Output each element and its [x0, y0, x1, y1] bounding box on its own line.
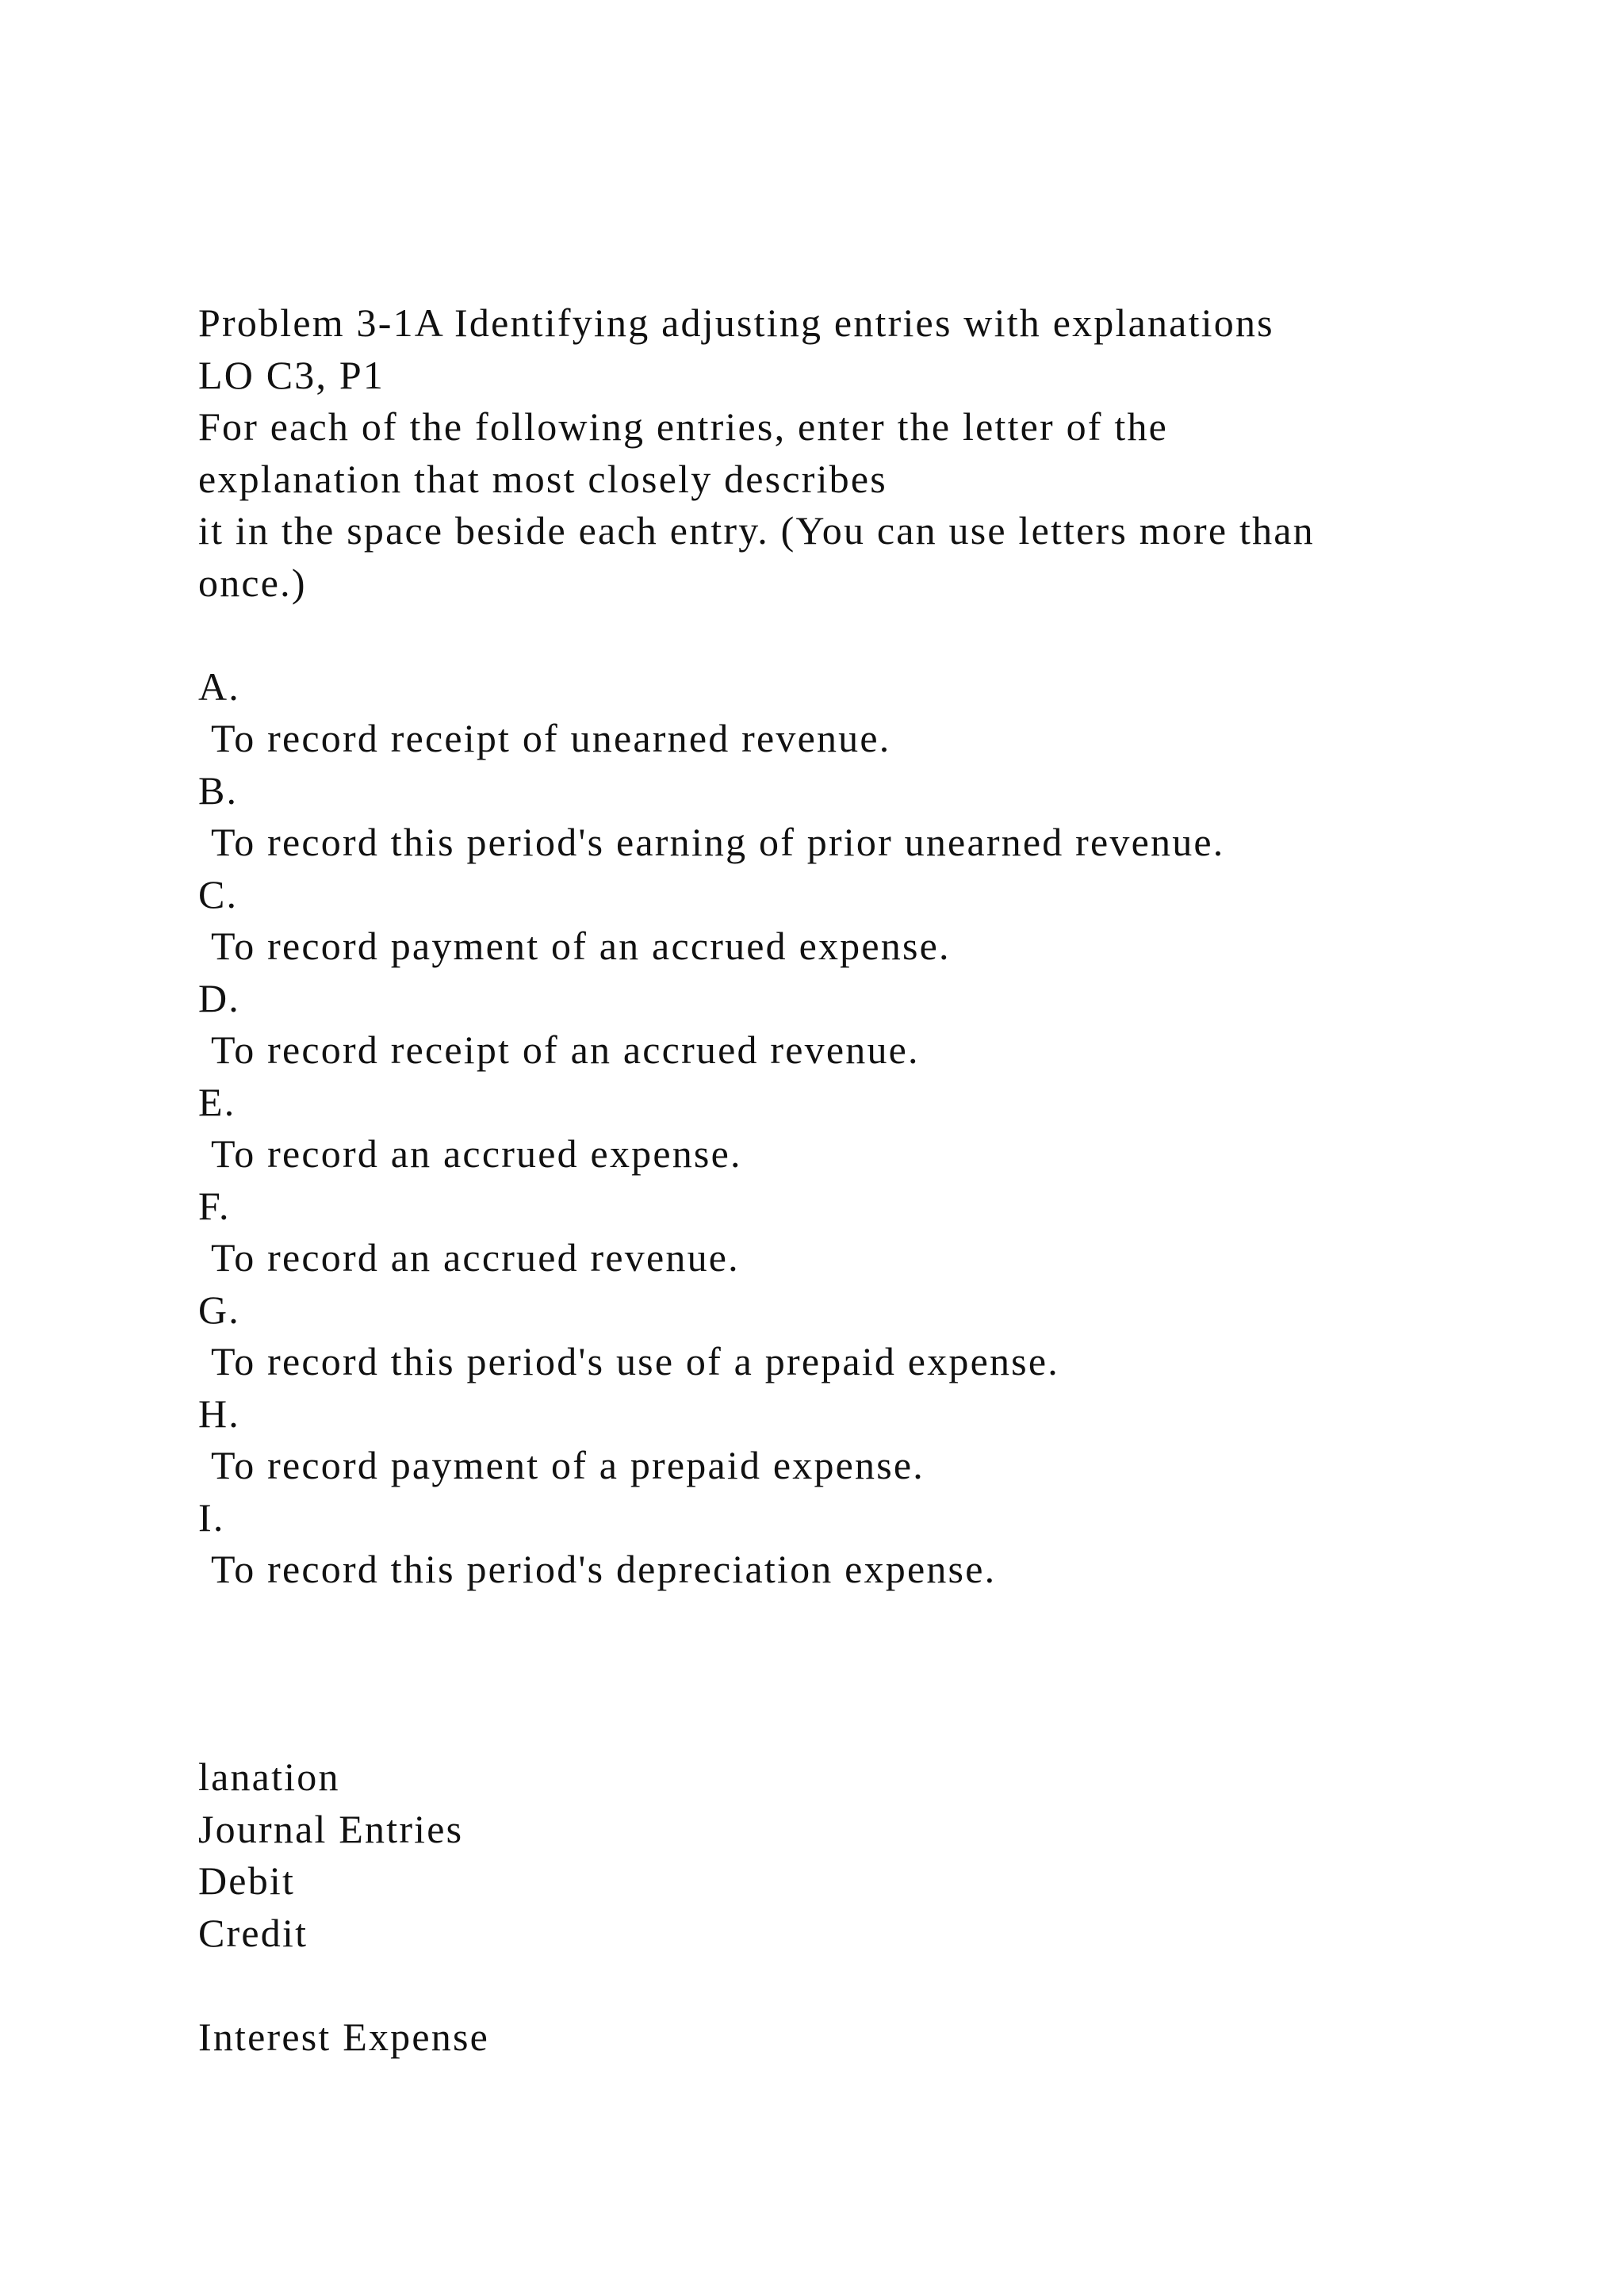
instructions-line-2: explanation that most closely describes	[198, 456, 887, 501]
journal-entries-header: Journal Entries	[198, 1806, 464, 1851]
journal-entries-list	[198, 2011, 1594, 2064]
option-letter-g: G.	[198, 1287, 241, 1332]
option-letter-i: I.	[198, 1494, 225, 1540]
learning-objectives: LO C3, P1	[198, 352, 385, 397]
option-text-g: To record this period's use of a prepaid expense.	[211, 1339, 1059, 1383]
journal-table-headers	[198, 1751, 1594, 1959]
document-page	[198, 297, 1594, 2063]
debit-header: Debit	[198, 1858, 296, 1903]
option-letter-b: B.	[198, 767, 239, 813]
option-letter-c: C.	[198, 871, 239, 916]
option-letter-a: A.	[198, 664, 241, 709]
spacer	[198, 1959, 1594, 2011]
option-letter-d: D.	[198, 975, 241, 1020]
option-text-e: To record an accrued expense.	[211, 1131, 742, 1176]
option-text-i: To record this period's depreciation expense.	[211, 1547, 997, 1591]
credit-header: Credit	[198, 1910, 308, 1955]
option-letter-e: E.	[198, 1079, 236, 1124]
option-text-h: To record payment of a prepaid expense.	[211, 1443, 925, 1487]
explanation-header: lanation	[198, 1755, 340, 1799]
problem-title: Problem 3-1A Identifying adjusting entries with explanations	[198, 300, 1274, 345]
option-text-a: To record receipt of unearned revenue.	[211, 716, 891, 760]
option-text-b: To record this period's earning of prior unearned revenue.	[211, 820, 1225, 864]
instructions-line-4: once.)	[198, 560, 307, 605]
journal-entry-account: Interest Expense	[198, 2014, 490, 2059]
option-text-d: To record receipt of an accrued revenue.	[211, 1027, 920, 1072]
instructions-line-3: it in the space beside each entry. (You can use letters more than	[198, 508, 1315, 553]
spacer	[198, 1596, 1594, 1752]
option-letter-f: F.	[198, 1183, 231, 1228]
option-text-f: To record an accrued revenue.	[211, 1235, 740, 1280]
option-text-c: To record payment of an accrued expense.	[211, 924, 951, 968]
instructions-line-1: For each of the following entries, enter the letter of the	[198, 404, 1169, 449]
option-letter-h: H.	[198, 1391, 241, 1436]
spacer	[198, 609, 1594, 661]
options-list	[198, 661, 1594, 1596]
